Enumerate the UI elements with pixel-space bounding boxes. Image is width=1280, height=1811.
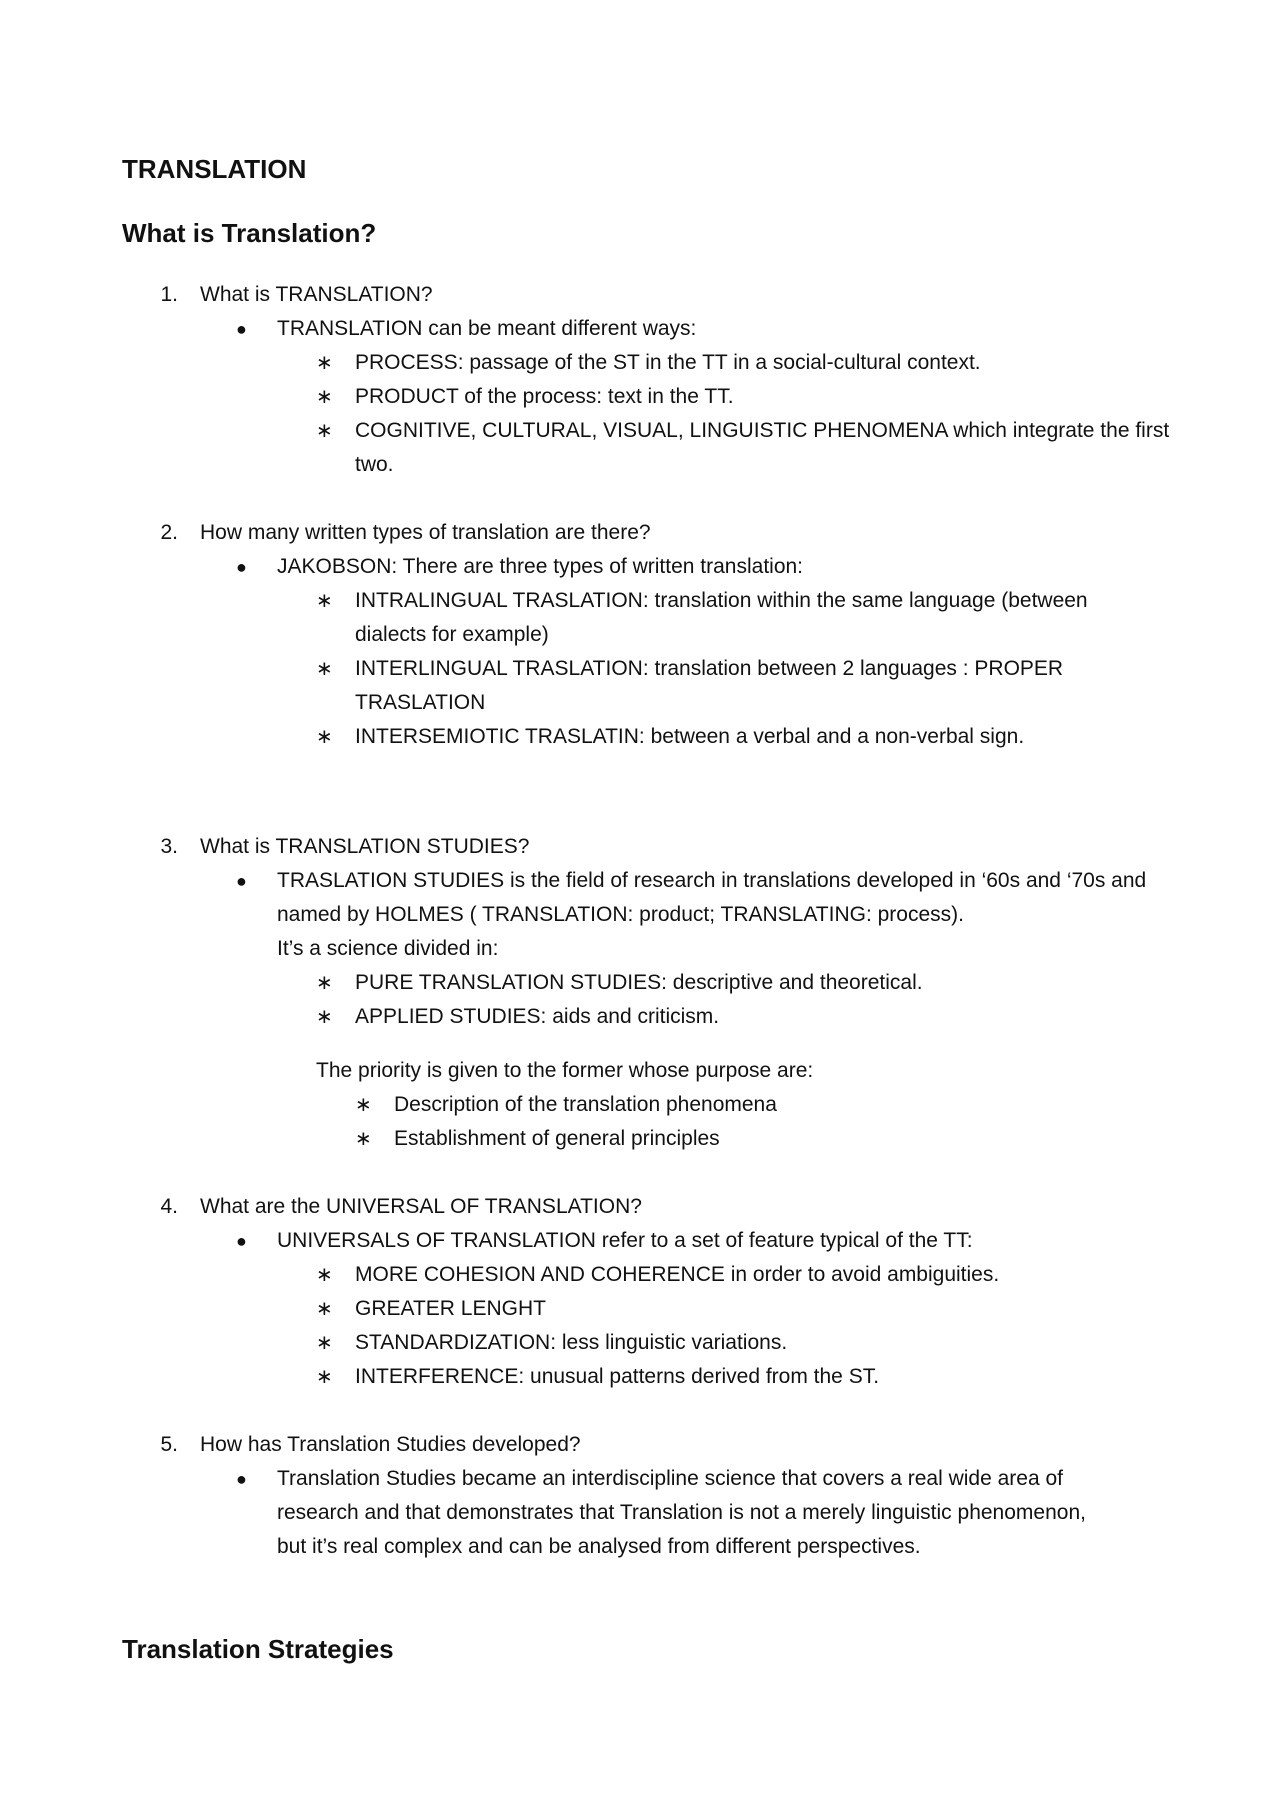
q1-bullet-text: TRANSLATION can be meant different ways: bbox=[277, 317, 697, 340]
bullet-glyph: ● bbox=[236, 557, 247, 577]
q4-item: MORE COHESION AND COHERENCE in order to avoid ambiguities. bbox=[355, 1263, 1000, 1286]
q2-item: INTRALINGUAL TRASLATION: translation within the same language (between bbox=[355, 589, 1088, 612]
q2-item: INTERLINGUAL TRASLATION: translation between 2 languages : PROPER bbox=[355, 657, 1064, 680]
question-5: How has Translation Studies developed? bbox=[200, 1433, 581, 1456]
star-glyph: ∗ bbox=[316, 726, 333, 748]
document-title: TRANSLATION bbox=[122, 154, 307, 184]
star-glyph: ∗ bbox=[316, 1264, 333, 1286]
q5-bullet-line: Translation Studies became an interdiscipline science that covers a real wide area of bbox=[277, 1467, 1063, 1490]
star-glyph: ∗ bbox=[316, 1006, 333, 1028]
bullet-glyph: ● bbox=[236, 871, 247, 891]
list-number: 1. bbox=[160, 283, 178, 306]
q5-bullet-line: research and that demonstrates that Translation is not a merely linguistic phenomenon, bbox=[277, 1501, 1086, 1524]
q1-item-continued: two. bbox=[355, 453, 394, 476]
q1-item: COGNITIVE, CULTURAL, VISUAL, LINGUISTIC PHENOMENA which integrate the first bbox=[355, 419, 1170, 442]
star-glyph: ∗ bbox=[316, 1298, 333, 1320]
bullet-glyph: ● bbox=[236, 1231, 247, 1251]
question-4: What are the UNIVERSAL OF TRANSLATION? bbox=[200, 1195, 642, 1218]
q2-item-continued: TRASLATION bbox=[355, 691, 486, 714]
q1-item: PRODUCT of the process: text in the TT. bbox=[355, 385, 734, 408]
question-3: What is TRANSLATION STUDIES? bbox=[200, 835, 530, 858]
star-glyph: ∗ bbox=[316, 420, 333, 442]
q3-bullet-line: named by HOLMES ( TRANSLATION: product; TRANSLATING: process). bbox=[277, 903, 964, 926]
q3-priority-text: The priority is given to the former whose purpose are: bbox=[316, 1059, 814, 1082]
question-1: What is TRANSLATION? bbox=[200, 283, 433, 306]
q5-bullet-line: but it’s real complex and can be analysed from different perspectives. bbox=[277, 1535, 921, 1558]
q3-sub-item: Establishment of general principles bbox=[394, 1127, 720, 1150]
bullet-glyph: ● bbox=[236, 1469, 247, 1489]
list-number: 5. bbox=[160, 1433, 178, 1456]
list-number: 4. bbox=[160, 1195, 178, 1218]
q3-sub-item: Description of the translation phenomena bbox=[394, 1093, 777, 1116]
q2-item: INTERSEMIOTIC TRASLATIN: between a verbal and a non-verbal sign. bbox=[355, 725, 1025, 748]
q4-item: GREATER LENGHT bbox=[355, 1297, 546, 1320]
star-glyph: ∗ bbox=[316, 386, 333, 408]
star-glyph: ∗ bbox=[316, 352, 333, 374]
list-number: 2. bbox=[160, 521, 178, 544]
star-glyph: ∗ bbox=[316, 972, 333, 994]
question-2: How many written types of translation are there? bbox=[200, 521, 651, 544]
star-glyph: ∗ bbox=[316, 1366, 333, 1388]
q2-bullet-text: JAKOBSON: There are three types of written translation: bbox=[277, 555, 804, 578]
q3-item: APPLIED STUDIES: aids and criticism. bbox=[355, 1005, 720, 1028]
q3-item: PURE TRANSLATION STUDIES: descriptive and theoretical. bbox=[355, 971, 923, 994]
bullet-glyph: ● bbox=[236, 319, 247, 339]
star-glyph: ∗ bbox=[355, 1094, 372, 1116]
q4-bullet-text: UNIVERSALS OF TRANSLATION refer to a set of feature typical of the TT: bbox=[277, 1229, 973, 1252]
star-glyph: ∗ bbox=[316, 1332, 333, 1354]
q3-bullet-line: It’s a science divided in: bbox=[277, 937, 499, 960]
star-glyph: ∗ bbox=[316, 590, 333, 612]
q1-item: PROCESS: passage of the ST in the TT in a social-cultural context. bbox=[355, 351, 981, 374]
section-heading-what-is-translation: What is Translation? bbox=[122, 218, 377, 248]
section-heading-translation-strategies: Translation Strategies bbox=[122, 1634, 394, 1664]
list-number: 3. bbox=[160, 835, 178, 858]
q3-bullet-line: TRASLATION STUDIES is the field of research in translations developed in ‘60s and ‘70s and bbox=[277, 869, 1147, 892]
star-glyph: ∗ bbox=[355, 1128, 372, 1150]
q4-item: INTERFERENCE: unusual patterns derived from the ST. bbox=[355, 1365, 880, 1388]
star-glyph: ∗ bbox=[316, 658, 333, 680]
q4-item: STANDARDIZATION: less linguistic variations. bbox=[355, 1331, 788, 1354]
q2-item-continued: dialects for example) bbox=[355, 623, 549, 646]
